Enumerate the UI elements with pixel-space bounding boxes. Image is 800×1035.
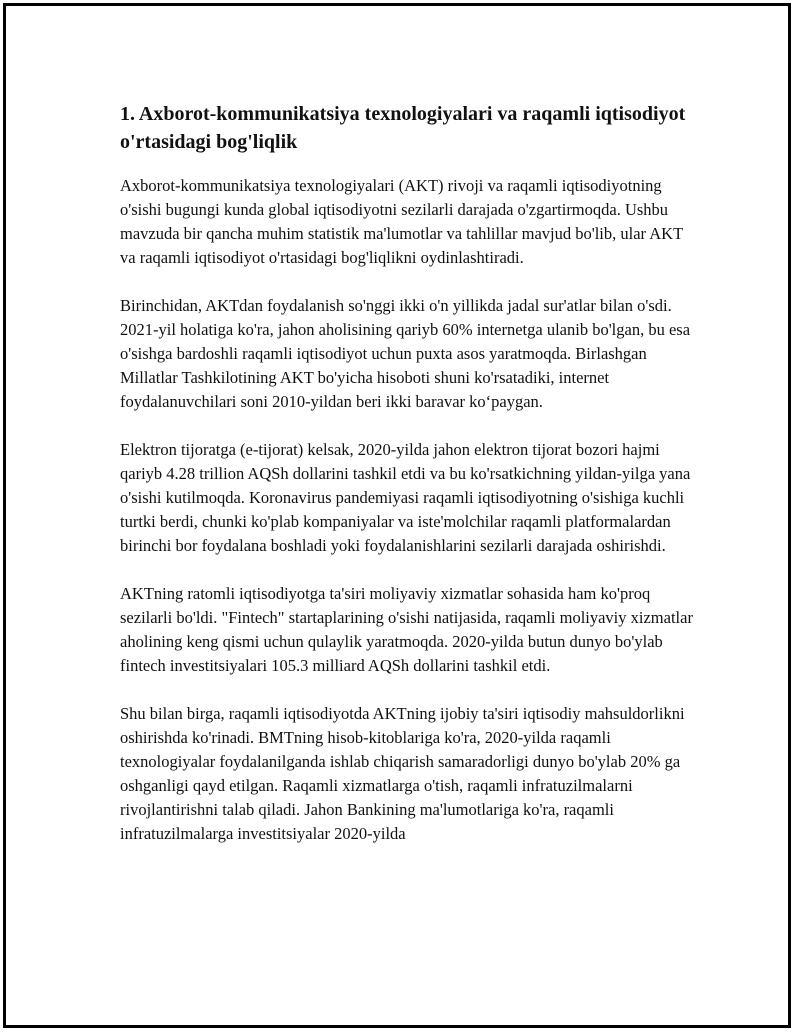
document-title: 1. Axborot-kommunikatsiya texnologiyalari va raqamli iqtisodiyot o'rtasidagi bog'liqlik [120,103,686,153]
paragraph-spacer [120,678,694,702]
title-spacer [120,156,694,174]
paragraph-fintech: AKTning ratomli iqtisodiyotga ta'siri moliyaviy xizmatlar sohasida ham ko'proq sezilarli bo'ldi. "Fintech" startaplarining o'sishi natijasida, raqamli moliyaviy xizmatlar aholining keng qismi uchun qulaylik yaratmoqda. 2020-yilda butun dunyo bo'ylab fintech investitsiyalari 105.3 milliard AQSh dollarini tashkil etdi. [120,584,693,675]
document-body [120,100,694,846]
paragraph-productivity: Shu bilan birga, raqamli iqtisodiyotda AKTning ijobiy ta'siri iqtisodiy mahsuldorlikni oshirishda ko'rinadi. BMTning hisob-kitoblariga ko'ra, 2020-yilda raqamli texnologiyalar foydalanilganda ishlab chiqarish samaradorligi dunyo bo'ylab 20% ga oshganligi qayd etilgan. Raqamli xizmatlarga o'tish, raqamli infratuzilmalarni rivojlantirishni talab qiladi. Jahon Bankining ma'lumotlariga ko'ra, raqamli infratuzilmalarga investitsiyalar 2020-yilda [120,704,685,843]
page-frame [3,3,791,1028]
paragraph-intro: Axborot-kommunikatsiya texnologiyalari (AKT) rivoji va raqamli iqtisodiyotning o'sishi bugungi kunda global iqtisodiyotni sezilarli darajada o'zgartirmoqda. Ushbu mavzuda bir qancha muhim statistik ma'lumotlar va tahlillar mavjud bo'lib, ular AKT va raqamli iqtisodiyot o'rtasidagi bog'liqlikni oydinlashtiradi. [120,176,683,267]
paragraph-spacer [120,270,694,294]
paragraph-spacer [120,558,694,582]
paragraph-spacer [120,414,694,438]
paragraph-ecommerce: Elektron tijoratga (e-tijorat) kelsak, 2020-yilda jahon elektron tijorat bozori hajmi qariyb 4.28 trillion AQSh dollarini tashkil etdi va bu ko'rsatkichning yildan-yilga yana o'sishi kutilmoqda. Koronavirus pandemiyasi raqamli iqtisodiyotning o'sishiga kuchli turtki berdi, chunki ko'plab kompaniyalar va iste'molchilar raqamli platformalardan birinchi bor foydalana boshladi yoki foydalanishlarini sezilarli darajada oshirishdi. [120,440,691,555]
paragraph-ict-usage: Birinchidan, AKTdan foydalanish so'nggi ikki o'n yillikda jadal sur'atlar bilan o'sdi. 2021-yil holatiga ko'ra, jahon aholisining qariyb 60% internetga ulanib bo'lgan, bu esa o'sishga bardoshli raqamli iqtisodiyot uchun puxta asos yaratmoqda. Birlashgan Millatlar Tashkilotining AKT bo'yicha hisoboti shuni ko'rsatadiki, internet foydalanuvchilari soni 2010-yildan beri ikki baravar ko‘paygan. [120,296,691,411]
